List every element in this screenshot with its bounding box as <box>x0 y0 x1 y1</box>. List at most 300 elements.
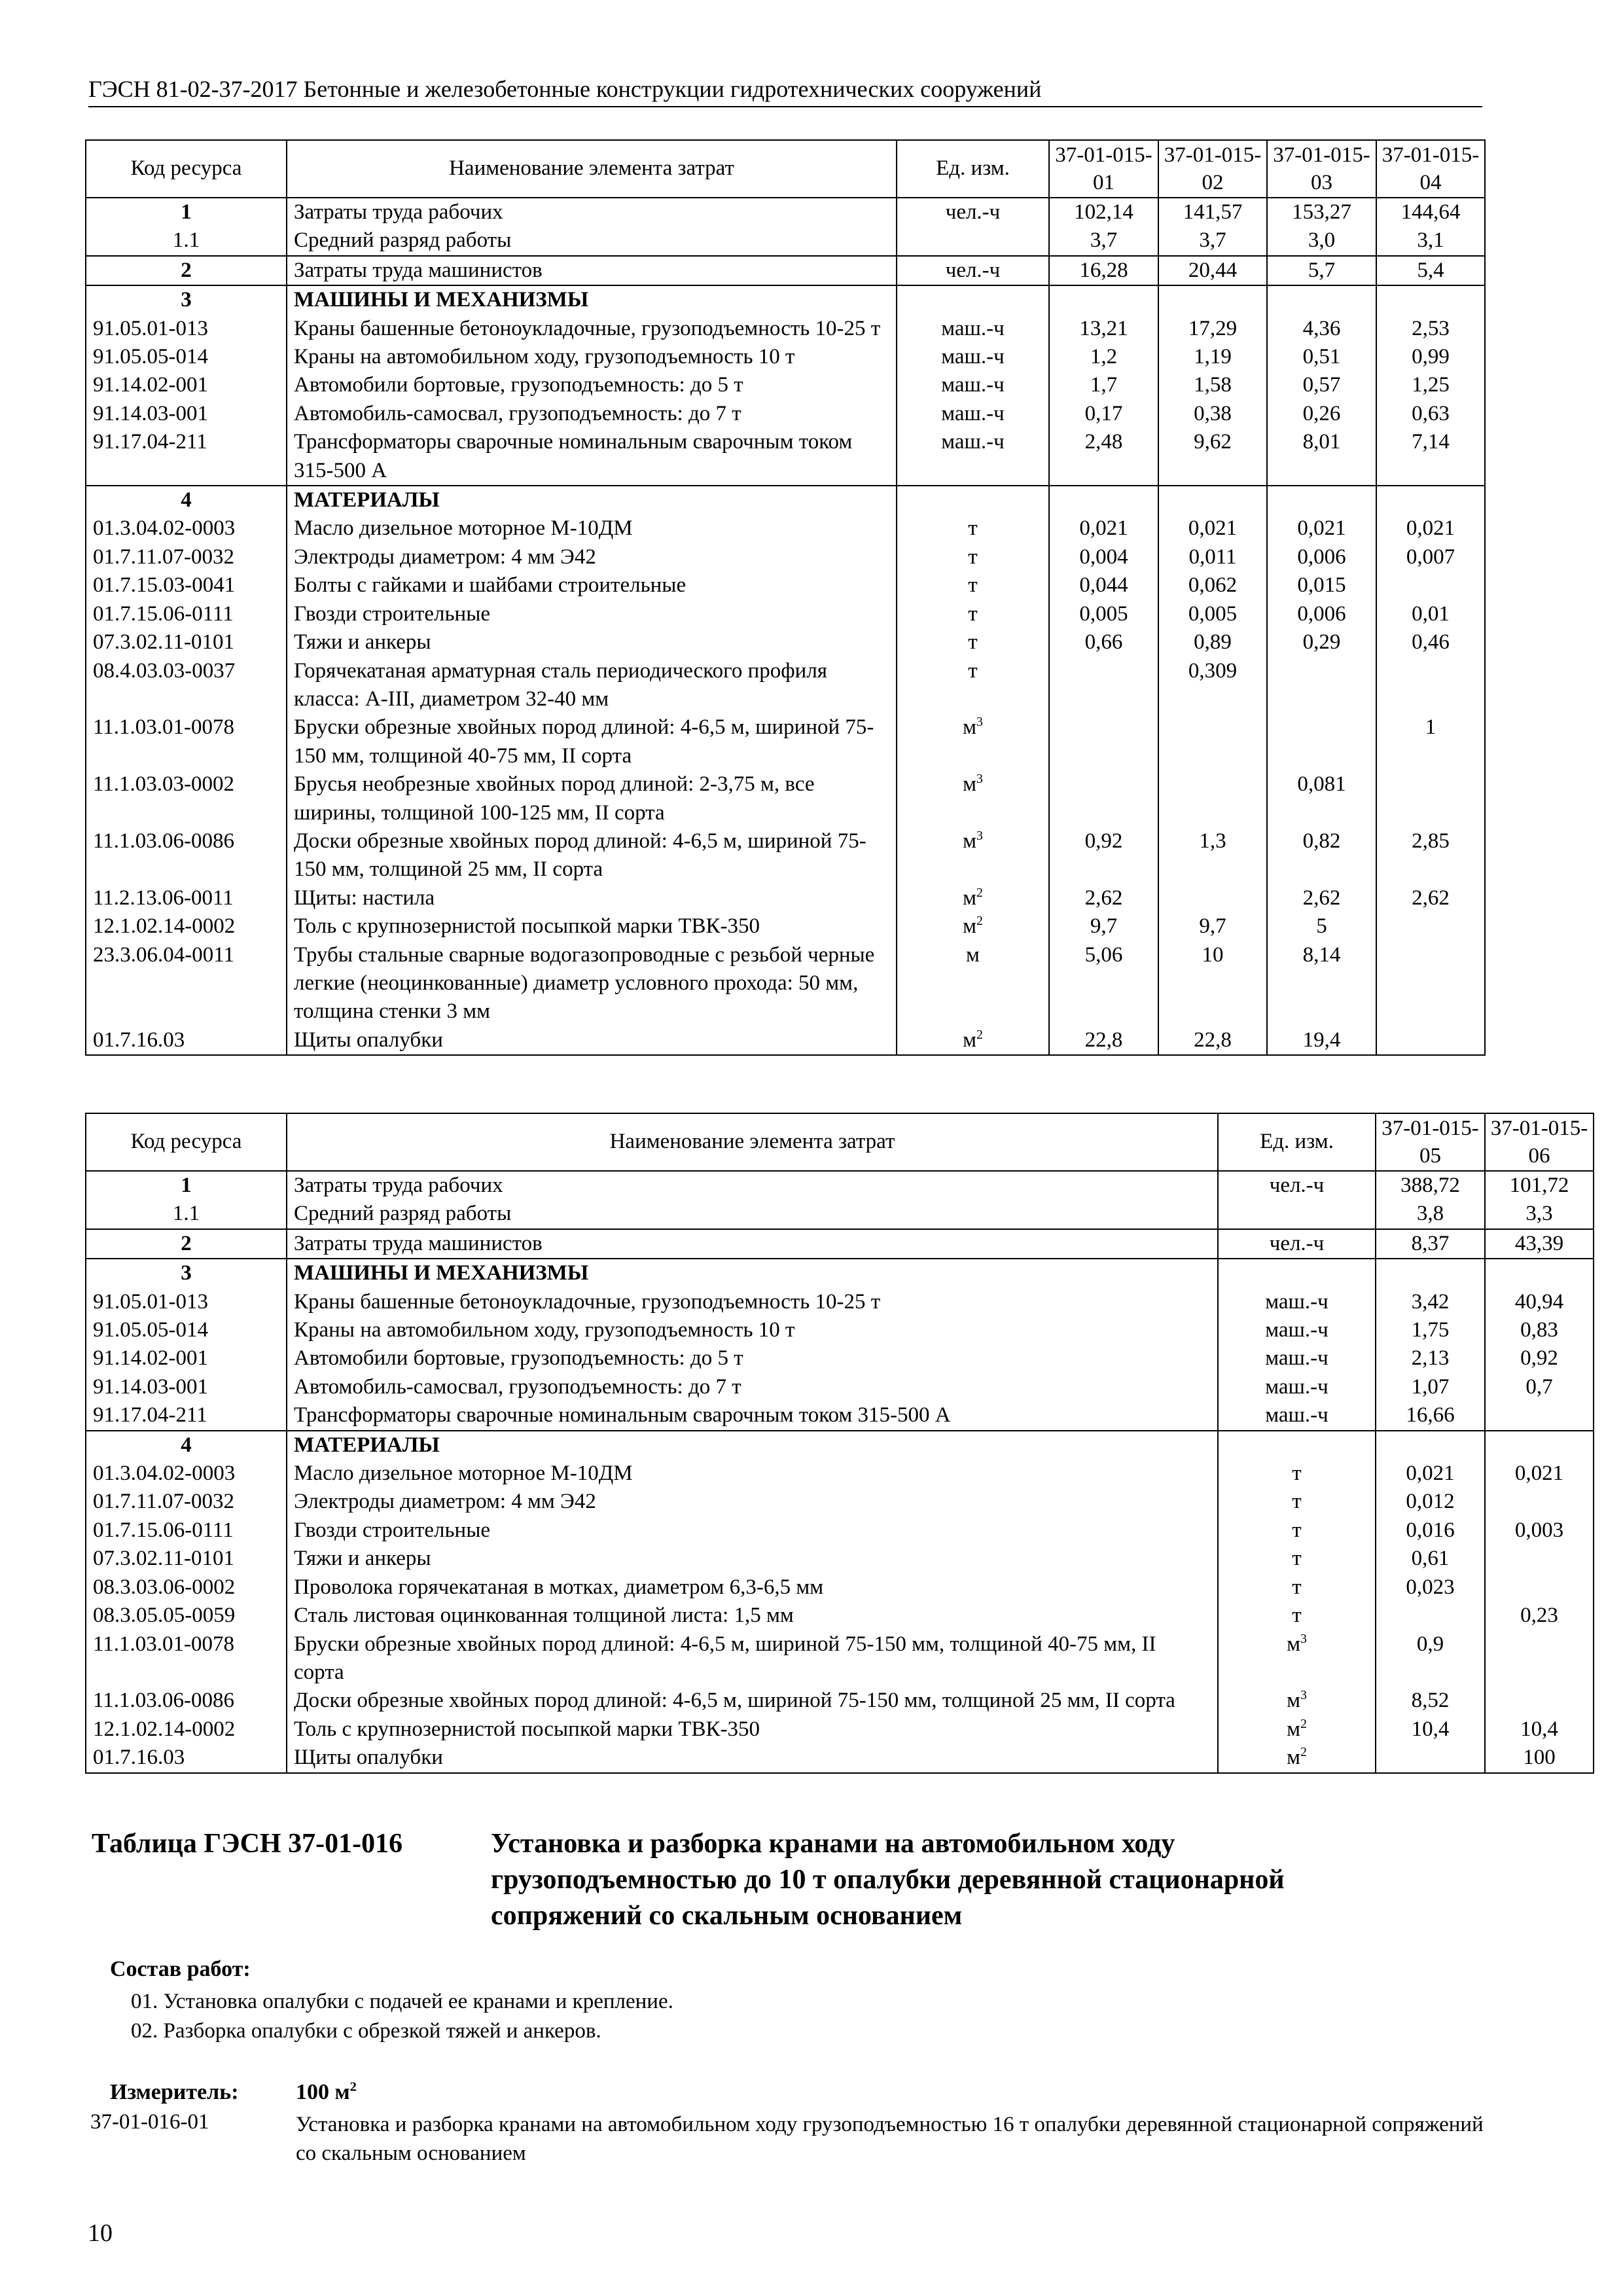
section-title: Установка и разборка кранами на автомобильном ходу грузоподъемностью до 10 т опалубки деревянной стационарной сопряжений со скальным основанием <box>491 1829 1285 1931</box>
norm-value: 3,8 <box>1376 1200 1485 1229</box>
resource-code: 12.1.02.14-0002 <box>86 1715 287 1744</box>
resource-code: 12.1.02.14-0002 <box>86 912 287 941</box>
resource-unit: м <box>897 941 1049 1026</box>
norm-value: 0,005 <box>1049 600 1158 628</box>
norm-value: 2,53 <box>1376 315 1485 343</box>
norm-value <box>1267 285 1376 314</box>
resource-unit: $м^3$ <box>1218 1687 1376 1715</box>
resource-unit: маш.-ч <box>1218 1401 1376 1430</box>
resource-code: 91.17.04-211 <box>86 1401 287 1430</box>
norm-value <box>1485 1259 1594 1287</box>
norm-value <box>1376 1602 1485 1630</box>
resource-code: 01.7.15.03-0041 <box>86 571 287 600</box>
resource-unit: маш.-ч <box>1218 1316 1376 1344</box>
table-row <box>86 543 1485 571</box>
resource-unit: маш.-ч <box>897 315 1049 343</box>
norm-value: 22,8 <box>1049 1026 1158 1055</box>
table-row <box>86 1288 1594 1316</box>
resource-code: 11.1.03.06-0086 <box>86 1687 287 1715</box>
table-row <box>86 657 1485 714</box>
norm-value <box>1158 486 1267 514</box>
resource-code: 11.1.03.03-0002 <box>86 770 287 827</box>
table-row <box>86 1744 1594 1772</box>
norm-value: 2,62 <box>1267 884 1376 912</box>
norm-value: 0,081 <box>1267 770 1376 827</box>
table-row <box>86 285 1485 314</box>
norm-value: 7,14 <box>1376 428 1485 486</box>
table-row <box>86 1488 1594 1516</box>
norm-value: 0,38 <box>1158 400 1267 428</box>
resource-name: Щиты опалубки <box>287 1744 1218 1772</box>
norm-value: 40,94 <box>1485 1288 1594 1316</box>
norm-value <box>1485 1687 1594 1715</box>
table-row <box>86 1171 1594 1200</box>
resource-name: Затраты труда рабочих <box>287 198 897 226</box>
norm-value <box>1049 657 1158 714</box>
norm-value: 1,7 <box>1049 371 1158 399</box>
norm-value: 1,2 <box>1049 343 1158 371</box>
resource-code: 11.1.03.06-0086 <box>86 827 287 884</box>
norm-value <box>1376 912 1485 941</box>
norm-value: 9,7 <box>1158 912 1267 941</box>
page-number: 10 <box>88 2219 113 2247</box>
resource-unit: т <box>897 571 1049 600</box>
table-row <box>86 256 1485 285</box>
norm-value <box>1267 713 1376 770</box>
norm-value <box>1376 941 1485 1026</box>
resource-code: 3 <box>86 1259 287 1287</box>
norm-value <box>1485 1573 1594 1602</box>
norm-value: 2,13 <box>1376 1344 1485 1372</box>
resource-name: Доски обрезные хвойных пород длиной: 4-6,5 м, шириной 75-150 мм, толщиной 25 мм, II сорта <box>287 1687 1218 1715</box>
norm-value <box>1158 285 1267 314</box>
norm-value: 0,003 <box>1485 1516 1594 1545</box>
resource-code: 01.7.11.07-0032 <box>86 543 287 571</box>
composition-label: Состав работ: <box>110 1957 251 1981</box>
norm-value: 8,01 <box>1267 428 1376 486</box>
resource-unit: т <box>1218 1488 1376 1516</box>
norm-value: 0,023 <box>1376 1573 1485 1602</box>
resource-code: 91.05.05-014 <box>86 343 287 371</box>
resource-name: Затраты труда машинистов <box>287 1229 1218 1259</box>
col-header-unit: Ед. изм. <box>897 140 1049 198</box>
norm-value: 0,99 <box>1376 343 1485 371</box>
norm-value: 3,42 <box>1376 1288 1485 1316</box>
norm-value: 2,48 <box>1049 428 1158 486</box>
resource-code: 08.3.05.05-0059 <box>86 1602 287 1630</box>
table-row <box>86 1516 1594 1545</box>
resource-name: Трубы стальные сварные водогазопроводные с резьбой черные легкие (неоцинкованные) диаметр условного прохода: 50 мм, толщина стенки 3 мм <box>287 941 897 1026</box>
norm-value: 1,75 <box>1376 1316 1485 1344</box>
resource-name <box>287 285 897 314</box>
resource-code: 4 <box>86 486 287 514</box>
table-row <box>86 486 1485 514</box>
norm-value <box>1049 285 1158 314</box>
section-heading: МАТЕРИАЛЫ <box>294 1433 440 1457</box>
work-step: 02. Разборка опалубки с обрезкой тяжей и анкеров. <box>131 2019 601 2043</box>
table-row <box>86 343 1485 371</box>
norm-value: 2,85 <box>1376 827 1485 884</box>
table-row <box>86 1573 1594 1602</box>
norm-value <box>1376 1026 1485 1055</box>
resource-unit: т <box>1218 1602 1376 1630</box>
resource-code: 3 <box>86 285 287 314</box>
table-row <box>86 1602 1594 1630</box>
resource-code: 91.14.03-001 <box>86 1373 287 1401</box>
norm-value <box>1485 1488 1594 1516</box>
norm-value: 9,7 <box>1049 912 1158 941</box>
norm-value <box>1376 285 1485 314</box>
norm-value: 3,3 <box>1485 1200 1594 1229</box>
resource-code: 1 <box>86 198 287 226</box>
norm-value: 22,8 <box>1158 1026 1267 1055</box>
col-header-name: Наименование элемента затрат <box>287 140 897 198</box>
norm-value <box>1376 1431 1485 1460</box>
resource-name: Трансформаторы сварочные номинальным сварочным током 315-500 А <box>287 428 897 486</box>
norm-value <box>1376 486 1485 514</box>
resource-unit: маш.-ч <box>897 371 1049 399</box>
norm-value: 1,19 <box>1158 343 1267 371</box>
resource-name: Доски обрезные хвойных пород длиной: 4-6,5 м, шириной 75-150 мм, толщиной 25 мм, II сорта <box>287 827 897 884</box>
resource-name: Толь с крупнозернистой посыпкой марки ТВК-350 <box>287 1715 1218 1744</box>
norm-value: 0,57 <box>1267 371 1376 399</box>
norm-value: 0,021 <box>1485 1460 1594 1488</box>
resource-code: 01.7.16.03 <box>86 1026 287 1055</box>
norm-value: 0,23 <box>1485 1602 1594 1630</box>
resource-unit: т <box>897 514 1049 543</box>
section-heading: МАШИНЫ И МЕХАНИЗМЫ <box>294 288 589 312</box>
resource-name: Бруски обрезные хвойных пород длиной: 4-6,5 м, шириной 75-150 мм, толщиной 40-75 мм, II сорта <box>287 1630 1218 1687</box>
table-row <box>86 1545 1594 1573</box>
norm-value: 10,4 <box>1376 1715 1485 1744</box>
resource-name: Тяжи и анкеры <box>287 628 897 656</box>
norm-value: 0,021 <box>1158 514 1267 543</box>
resource-code: 23.3.06.04-0011 <box>86 941 287 1026</box>
resource-name: Сталь листовая оцинкованная толщиной листа: 1,5 мм <box>287 1602 1218 1630</box>
table-row <box>86 400 1485 428</box>
norm-value <box>1158 713 1267 770</box>
resource-code: 11.1.03.01-0078 <box>86 713 287 770</box>
table-row <box>86 1401 1594 1430</box>
norm-value: 0,021 <box>1049 514 1158 543</box>
resource-name: Масло дизельное моторное М-10ДМ <box>287 1460 1218 1488</box>
meter-value-text: 100 $м^2$ <box>296 2079 357 2104</box>
section-heading: МАТЕРИАЛЫ <box>294 488 440 512</box>
norm-value: 2,62 <box>1376 884 1485 912</box>
resource-code: 1 <box>86 1171 287 1200</box>
resource-name: Автомобиль-самосвал, грузоподъемность: до 7 т <box>287 400 897 428</box>
norm-value: 1 <box>1376 713 1485 770</box>
section-table-label: Таблица ГЭСН 37-01-016 <box>92 1829 403 1859</box>
table-row <box>86 1373 1594 1401</box>
resource-code: 01.7.15.06-0111 <box>86 1516 287 1545</box>
norm-value: 1,07 <box>1376 1373 1485 1401</box>
norm-value: 0,005 <box>1158 600 1267 628</box>
col-header-norm: 37-01-015-02 <box>1158 140 1267 198</box>
resource-unit: маш.-ч <box>897 428 1049 486</box>
table-row <box>86 1687 1594 1715</box>
norm-value: 0,29 <box>1267 628 1376 656</box>
col-header-norm: 37-01-015-05 <box>1376 1113 1485 1171</box>
table-row <box>86 1431 1594 1460</box>
norm-value: 9,62 <box>1158 428 1267 486</box>
resource-name: Бруски обрезные хвойных пород длиной: 4-6,5 м, шириной 75-150 мм, толщиной 40-75 мм, II сорта <box>287 713 897 770</box>
table-row <box>86 1026 1485 1055</box>
norm-value: 101,72 <box>1485 1171 1594 1200</box>
resource-unit: $м^2$ <box>897 912 1049 941</box>
resource-unit: т <box>897 543 1049 571</box>
resource-unit: маш.-ч <box>897 343 1049 371</box>
norm-value <box>1158 884 1267 912</box>
norm-value: 5 <box>1267 912 1376 941</box>
norm-value: 5,06 <box>1049 941 1158 1026</box>
norm-value: 13,21 <box>1049 315 1158 343</box>
norm-value: 0,82 <box>1267 827 1376 884</box>
table-row <box>86 1344 1594 1372</box>
resource-unit: т <box>1218 1460 1376 1488</box>
norm-value <box>1049 713 1158 770</box>
resource-table-2 <box>85 1113 1594 1774</box>
table-row <box>86 571 1485 600</box>
resource-code: 01.7.15.06-0111 <box>86 600 287 628</box>
resource-unit: $м^3$ <box>897 827 1049 884</box>
table-row <box>86 600 1485 628</box>
norm-value: 0,044 <box>1049 571 1158 600</box>
resource-code: 08.4.03.03-0037 <box>86 657 287 714</box>
resource-name: Гвозди строительные <box>287 1516 1218 1545</box>
resource-name: Автомобили бортовые, грузоподъемность: до 5 т <box>287 371 897 399</box>
resource-code: 08.3.03.06-0002 <box>86 1573 287 1602</box>
resource-unit: $м^3$ <box>1218 1630 1376 1687</box>
norm-value <box>1049 486 1158 514</box>
resource-unit <box>897 285 1049 314</box>
col-header-norm: 37-01-015-03 <box>1267 140 1376 198</box>
table-row <box>86 1200 1594 1229</box>
resource-unit: т <box>897 600 1049 628</box>
resource-name: Краны на автомобильном ходу, грузоподъемность 10 т <box>287 1316 1218 1344</box>
page-header: ГЭСН 81-02-37-2017 Бетонные и железобетонные конструкции гидротехнических сооружений <box>88 73 1482 107</box>
resource-name: Болты с гайками и шайбами строительные <box>287 571 897 600</box>
norm-value <box>1049 770 1158 827</box>
norm-value: 141,57 <box>1158 198 1267 226</box>
table-row <box>86 315 1485 343</box>
norm-value: 3,7 <box>1158 226 1267 255</box>
resource-code: 07.3.02.11-0101 <box>86 628 287 656</box>
norm-value <box>1376 1259 1485 1287</box>
resource-name: Проволока горячекатаная в мотках, диаметром 6,3-6,5 мм <box>287 1573 1218 1602</box>
norm-value: 0,7 <box>1485 1373 1594 1401</box>
norm-value: 0,63 <box>1376 400 1485 428</box>
table-row <box>86 941 1485 1026</box>
norm-code: 37-01-016-01 <box>90 2110 209 2134</box>
resource-name: Тяжи и анкеры <box>287 1545 1218 1573</box>
resource-code: 4 <box>86 1431 287 1460</box>
resource-name: Краны башенные бетоноукладочные, грузоподъемность 10-25 т <box>287 1288 1218 1316</box>
norm-value: 10 <box>1158 941 1267 1026</box>
norm-value: 3,7 <box>1049 226 1158 255</box>
norm-value: 16,66 <box>1376 1401 1485 1430</box>
resource-unit: $м^2$ <box>1218 1744 1376 1772</box>
resource-unit: т <box>897 657 1049 714</box>
norm-value: 0,89 <box>1158 628 1267 656</box>
norm-value <box>1485 1545 1594 1573</box>
norm-value: 43,39 <box>1485 1229 1594 1259</box>
resource-unit: чел.-ч <box>897 198 1049 226</box>
table-row <box>86 428 1485 486</box>
norm-value: 0,006 <box>1267 600 1376 628</box>
col-header-code: Код ресурса <box>86 140 287 198</box>
norm-value <box>1267 657 1376 714</box>
resource-unit <box>1218 1200 1376 1229</box>
norm-value: 5,4 <box>1376 256 1485 285</box>
resource-code: 01.7.16.03 <box>86 1744 287 1772</box>
norm-value: 8,52 <box>1376 1687 1485 1715</box>
norm-value: 0,021 <box>1267 514 1376 543</box>
resource-code: 91.05.01-013 <box>86 1288 287 1316</box>
resource-code: 2 <box>86 256 287 285</box>
norm-value: 0,007 <box>1376 543 1485 571</box>
resource-name: Затраты труда рабочих <box>287 1171 1218 1200</box>
norm-value: 0,062 <box>1158 571 1267 600</box>
norm-value <box>1485 1630 1594 1687</box>
norm-value: 0,92 <box>1049 827 1158 884</box>
resource-name: Средний разряд работы <box>287 226 897 255</box>
resource-code: 1.1 <box>86 1200 287 1229</box>
resource-name: Гвозди строительные <box>287 600 897 628</box>
norm-value: 20,44 <box>1158 256 1267 285</box>
resource-code: 11.1.03.01-0078 <box>86 1630 287 1687</box>
resource-unit: маш.-ч <box>1218 1288 1376 1316</box>
norm-value: 3,1 <box>1376 226 1485 255</box>
col-header-norm: 37-01-015-06 <box>1485 1113 1594 1171</box>
section-heading: МАШИНЫ И МЕХАНИЗМЫ <box>294 1261 589 1285</box>
norm-value: 0,26 <box>1267 400 1376 428</box>
table-row <box>86 827 1485 884</box>
resource-unit: т <box>1218 1516 1376 1545</box>
table-row <box>86 1316 1594 1344</box>
resource-unit: т <box>897 628 1049 656</box>
table-row <box>86 912 1485 941</box>
resource-code: 01.7.11.07-0032 <box>86 1488 287 1516</box>
norm-value: 0,012 <box>1376 1488 1485 1516</box>
norm-value: 5,7 <box>1267 256 1376 285</box>
resource-unit: маш.-ч <box>897 400 1049 428</box>
norm-value: 0,92 <box>1485 1344 1594 1372</box>
resource-code: 91.05.01-013 <box>86 315 287 343</box>
resource-unit <box>897 226 1049 255</box>
resource-name: Краны башенные бетоноукладочные, грузоподъемность 10-25 т <box>287 315 897 343</box>
norm-value: 0,66 <box>1049 628 1158 656</box>
col-header-norm: 37-01-015-04 <box>1376 140 1485 198</box>
meter-value <box>296 2080 357 2105</box>
norm-value: 0,011 <box>1158 543 1267 571</box>
col-header-unit: Ед. изм. <box>1218 1113 1376 1171</box>
table-row <box>86 1259 1594 1287</box>
table-row <box>86 628 1485 656</box>
norm-value: 0,17 <box>1049 400 1158 428</box>
table-row <box>86 371 1485 399</box>
resource-table-1 <box>85 139 1486 1056</box>
norm-value: 19,4 <box>1267 1026 1376 1055</box>
resource-unit: чел.-ч <box>1218 1229 1376 1259</box>
norm-description: Установка и разборка кранами на автомобильном ходу грузоподъемностью 16 т опалубки деревянной стационарной сопряжений со скальным основанием <box>296 2113 1484 2165</box>
resource-name: Автомобиль-самосвал, грузоподъемность: до 7 т <box>287 1373 1218 1401</box>
norm-value <box>1376 1744 1485 1772</box>
table-row <box>86 226 1485 255</box>
meter-label: Измеритель: <box>110 2080 239 2104</box>
norm-value: 100 <box>1485 1744 1594 1772</box>
norm-value: 10,4 <box>1485 1715 1594 1744</box>
norm-value: 0,61 <box>1376 1545 1485 1573</box>
col-header-code: Код ресурса <box>86 1113 287 1171</box>
norm-value: 0,021 <box>1376 1460 1485 1488</box>
norm-value: 0,9 <box>1376 1630 1485 1687</box>
norm-value: 1,3 <box>1158 827 1267 884</box>
resource-unit: т <box>1218 1545 1376 1573</box>
resource-name <box>287 1259 1218 1287</box>
norm-value: 153,27 <box>1267 198 1376 226</box>
resource-unit <box>1218 1259 1376 1287</box>
table-row <box>86 713 1485 770</box>
resource-name: Средний разряд работы <box>287 1200 1218 1229</box>
resource-name: Автомобили бортовые, грузоподъемность: до 5 т <box>287 1344 1218 1372</box>
norm-value <box>1376 571 1485 600</box>
resource-code: 91.05.05-014 <box>86 1316 287 1344</box>
norm-value: 102,14 <box>1049 198 1158 226</box>
resource-name: Затраты труда машинистов <box>287 256 897 285</box>
table-row <box>86 1630 1594 1687</box>
resource-name: Щиты опалубки <box>287 1026 897 1055</box>
resource-unit <box>897 486 1049 514</box>
resource-unit: т <box>1218 1573 1376 1602</box>
resource-code: 07.3.02.11-0101 <box>86 1545 287 1573</box>
norm-value: 3,0 <box>1267 226 1376 255</box>
resource-name: Горячекатаная арматурная сталь периодического профиля класса: А-III, диаметром 32-40 мм <box>287 657 897 714</box>
resource-unit: маш.-ч <box>1218 1344 1376 1372</box>
col-header-name: Наименование элемента затрат <box>287 1113 1218 1171</box>
norm-value <box>1158 770 1267 827</box>
norm-value: 0,46 <box>1376 628 1485 656</box>
resource-name <box>287 486 897 514</box>
norm-value: 0,01 <box>1376 600 1485 628</box>
resource-name: Масло дизельное моторное М-10ДМ <box>287 514 897 543</box>
norm-value <box>1376 657 1485 714</box>
resource-unit: $м^2$ <box>897 1026 1049 1055</box>
norm-value <box>1376 770 1485 827</box>
resource-code: 91.14.02-001 <box>86 1344 287 1372</box>
norm-value: 0,309 <box>1158 657 1267 714</box>
resource-unit: $м^3$ <box>897 713 1049 770</box>
norm-value: 16,28 <box>1049 256 1158 285</box>
resource-code: 1.1 <box>86 226 287 255</box>
norm-value: 144,64 <box>1376 198 1485 226</box>
resource-unit: чел.-ч <box>897 256 1049 285</box>
resource-code: 11.2.13.06-0011 <box>86 884 287 912</box>
resource-name: Брусья необрезные хвойных пород длиной: 2-3,75 м, все ширины, толщиной 100-125 мм, II сорта <box>287 770 897 827</box>
norm-value <box>1267 486 1376 514</box>
resource-name: Толь с крупнозернистой посыпкой марки ТВК-350 <box>287 912 897 941</box>
norm-value <box>1485 1431 1594 1460</box>
norm-value: 8,37 <box>1376 1229 1485 1259</box>
norm-value: 0,016 <box>1376 1516 1485 1545</box>
norm-value: 17,29 <box>1158 315 1267 343</box>
resource-unit: чел.-ч <box>1218 1171 1376 1200</box>
table-row <box>86 1460 1594 1488</box>
norm-value: 0,021 <box>1376 514 1485 543</box>
resource-name: Трансформаторы сварочные номинальным сварочным током 315-500 А <box>287 1401 1218 1430</box>
resource-name: Краны на автомобильном ходу, грузоподъемность 10 т <box>287 343 897 371</box>
table-row <box>86 770 1485 827</box>
